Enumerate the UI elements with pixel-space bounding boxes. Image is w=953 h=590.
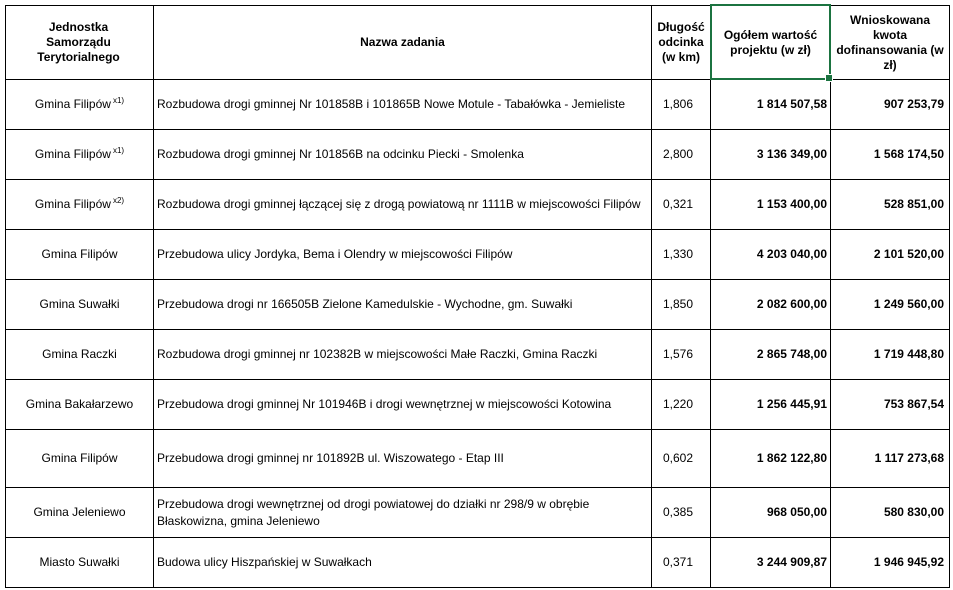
cell-task-text: Przebudowa drogi wewnętrznej od drogi powiatowej do działki nr 298/9 w obrębie Błaskowizna, gmina Jeleniewo: [157, 496, 590, 528]
cell-task[interactable]: [154, 330, 651, 379]
cell-total-text: 1 256 445,91: [756, 397, 827, 411]
cell-length[interactable]: [652, 488, 710, 537]
cell-task[interactable]: [154, 488, 651, 537]
cell-unit-content: [33, 504, 125, 521]
cell-requested[interactable]: [831, 488, 949, 537]
cell-task-content: [157, 96, 625, 113]
cell-requested-content: [884, 96, 944, 113]
header-requested-text: Wnioskowana kwota dofinansowania (w zł): [836, 12, 944, 72]
cell-total-content: [757, 296, 827, 313]
cell-requested-content: [874, 246, 944, 263]
cell-unit[interactable]: [6, 130, 153, 179]
header-requested[interactable]: [831, 6, 949, 79]
cell-unit[interactable]: [6, 80, 153, 129]
cell-length-content: [663, 196, 693, 213]
cell-task-text: Rozbudowa drogi gminnej nr 102382B w miejscowości Małe Raczki, Gmina Raczki: [157, 347, 598, 361]
cell-task[interactable]: [154, 380, 651, 429]
cell-unit-text: Gmina Raczki: [42, 347, 117, 361]
cell-requested-content: [884, 504, 944, 521]
header-total[interactable]: [711, 6, 830, 79]
cell-task-text: Budowa ulicy Hiszpańskiej w Suwałkach: [157, 555, 372, 569]
cell-length[interactable]: [652, 180, 710, 229]
cell-length[interactable]: [652, 130, 710, 179]
cell-total-content: [757, 396, 827, 413]
cell-requested-text: 1 719 448,80: [873, 347, 944, 361]
cell-unit-text: Gmina Filipów: [34, 197, 111, 211]
cell-length[interactable]: [652, 230, 710, 279]
cell-total-content: [757, 246, 827, 263]
cell-length-text: 2,800: [662, 147, 693, 161]
cell-length-content: [663, 296, 693, 313]
cell-requested-text: 2 101 520,00: [873, 247, 944, 261]
cell-task-text: Przebudowa drogi gminnej Nr 101946B i drogi wewnętrznej w miejscowości Kotowina: [157, 397, 612, 411]
cell-task-content: [157, 196, 641, 213]
cell-length-text: 0,321: [662, 197, 693, 211]
row-border: [5, 587, 950, 588]
cell-requested[interactable]: [831, 330, 949, 379]
cell-task-content: [157, 396, 611, 413]
cell-unit-text: Gmina Jeleniewo: [33, 505, 126, 519]
cell-unit-text: Gmina Filipów: [41, 247, 118, 261]
cell-length-text: 1,220: [662, 397, 693, 411]
cell-unit-text: Gmina Filipów: [41, 451, 118, 465]
cell-unit-content: [26, 396, 133, 413]
column-border: [949, 5, 950, 588]
cell-total-content: [757, 554, 827, 571]
cell-total-text: 1 862 122,80: [756, 451, 827, 465]
cell-task-text: Rozbudowa drogi gminnej Nr 101856B na odcinku Piecki - Smolenka: [157, 147, 524, 161]
cell-length-text: 1,806: [662, 97, 693, 111]
cell-total[interactable]: [711, 538, 830, 587]
cell-unit-text: Gmina Bakałarzewo: [25, 397, 134, 411]
cell-requested-content: [884, 396, 944, 413]
header-length-text: Długość odcinka (w km): [657, 20, 705, 64]
cell-requested-content: [884, 196, 944, 213]
cell-length-content: [663, 554, 693, 571]
cell-total-content: [757, 346, 827, 363]
cell-total-content: [757, 96, 827, 113]
cell-length[interactable]: [652, 538, 710, 587]
cell-total-content: [757, 196, 827, 213]
cell-task-content: [157, 296, 572, 313]
header-task[interactable]: [154, 6, 651, 79]
cell-task-content: [157, 554, 372, 571]
cell-unit[interactable]: [6, 180, 153, 229]
cell-requested-text: 1 568 174,50: [873, 147, 944, 161]
cell-total-text: 968 050,00: [766, 505, 827, 519]
cell-length-text: 1,576: [662, 347, 693, 361]
cell-total-text: 3 136 349,00: [756, 147, 827, 161]
cell-requested[interactable]: [831, 130, 949, 179]
cell-length-content: [663, 146, 693, 163]
cell-requested[interactable]: [831, 280, 949, 329]
cell-length-text: 1,850: [662, 297, 693, 311]
cell-task-text: Rozbudowa drogi gminnej Nr 101858B i 101865B Nowe Motule - Tabałówka - Jemieliste: [157, 97, 626, 111]
cell-total[interactable]: [711, 80, 830, 129]
cell-requested-text: 1 249 560,00: [873, 297, 944, 311]
cell-task-text: Rozbudowa drogi gminnej łączącej się z drogą powiatową nr 1111B w miejscowości Filipów: [157, 197, 641, 211]
cell-length[interactable]: [652, 280, 710, 329]
cell-length-content: [663, 96, 693, 113]
cell-task-content: [157, 146, 524, 163]
cell-requested[interactable]: [831, 230, 949, 279]
cell-task[interactable]: [154, 538, 651, 587]
cell-unit[interactable]: [6, 430, 153, 487]
cell-length[interactable]: [652, 80, 710, 129]
cell-total[interactable]: [711, 488, 830, 537]
cell-total[interactable]: [711, 380, 830, 429]
cell-unit-text: Gmina Filipów: [34, 97, 111, 111]
footnote-marker: x2): [112, 196, 125, 205]
cell-task-text: Przebudowa drogi gminnej nr 101892B ul. Wiszowatego - Etap III: [157, 451, 504, 465]
cell-length-content: [663, 450, 693, 467]
cell-requested-text: 753 867,54: [883, 397, 944, 411]
cell-task[interactable]: [154, 280, 651, 329]
cell-task[interactable]: [154, 130, 651, 179]
cell-requested-content: [874, 554, 944, 571]
cell-task-text: Przebudowa ulicy Jordyka, Bema i Olendry w miejscowości Filipów: [157, 247, 513, 261]
cell-unit-content: [39, 296, 119, 313]
cell-unit-content: [35, 146, 124, 163]
cell-requested-text: 907 253,79: [883, 97, 944, 111]
cell-unit-content: [35, 96, 124, 113]
cell-task[interactable]: [154, 80, 651, 129]
cell-requested-content: [875, 450, 944, 467]
cell-total[interactable]: [711, 330, 830, 379]
header-length[interactable]: [652, 6, 710, 79]
cell-length[interactable]: [652, 330, 710, 379]
cell-requested[interactable]: [831, 80, 949, 129]
cell-unit[interactable]: [6, 488, 153, 537]
cell-unit[interactable]: [6, 538, 153, 587]
footnote-marker: x1): [112, 146, 125, 155]
header-total-text: Ogółem wartość projektu (w zł): [723, 27, 818, 57]
cell-unit-content: [41, 450, 117, 467]
header-task-text: Nazwa zadania: [360, 35, 445, 49]
cell-total[interactable]: [711, 280, 830, 329]
cell-task-content: [157, 346, 597, 363]
cell-requested-content: [874, 146, 944, 163]
cell-task-content: [157, 246, 512, 263]
cell-total-text: 2 082 600,00: [756, 297, 827, 311]
cell-total[interactable]: [711, 230, 830, 279]
cell-unit-content: [39, 554, 119, 571]
cell-total-text: 1 814 507,58: [756, 97, 827, 111]
cell-length-content: [663, 396, 693, 413]
cell-task-text: Przebudowa drogi nr 166505B Zielone Kamedulskie - Wychodne, gm. Suwałki: [157, 297, 573, 311]
cell-length-content: [663, 504, 693, 521]
cell-total[interactable]: [711, 180, 830, 229]
cell-unit-text: Gmina Filipów: [34, 147, 111, 161]
cell-requested[interactable]: [831, 430, 949, 487]
cell-total-text: 3 244 909,87: [756, 555, 827, 569]
cell-unit-content: [41, 246, 117, 263]
cell-length-content: [663, 346, 693, 363]
cell-total[interactable]: [711, 130, 830, 179]
cell-length-text: 0,602: [662, 451, 693, 465]
cell-length[interactable]: [652, 380, 710, 429]
cell-unit[interactable]: [6, 280, 153, 329]
cell-length-text: 1,330: [662, 247, 693, 261]
cell-unit-content: [35, 196, 124, 213]
cell-unit[interactable]: [6, 230, 153, 279]
cell-requested-text: 528 851,00: [883, 197, 944, 211]
cell-task[interactable]: [154, 230, 651, 279]
cell-length-text: 0,371: [662, 555, 693, 569]
cell-unit-text: Miasto Suwałki: [39, 555, 120, 569]
cell-requested-text: 1 117 273,68: [874, 451, 944, 465]
cell-unit[interactable]: [6, 330, 153, 379]
footnote-marker: x1): [112, 96, 125, 105]
cell-unit-content: [42, 346, 117, 363]
cell-task-content: [157, 496, 645, 530]
cell-total-text: 1 153 400,00: [756, 197, 827, 211]
cell-requested-text: 580 830,00: [883, 505, 944, 519]
header-unit[interactable]: [6, 6, 153, 79]
cell-total-content: [767, 504, 827, 521]
cell-task[interactable]: [154, 180, 651, 229]
cell-length-content: [663, 246, 693, 263]
cell-task[interactable]: [154, 430, 651, 487]
cell-total[interactable]: [711, 430, 830, 487]
cell-requested[interactable]: [831, 380, 949, 429]
cell-length-text: 0,385: [662, 505, 693, 519]
cell-requested[interactable]: [831, 180, 949, 229]
cell-requested-content: [874, 296, 944, 313]
cell-total-text: 4 203 040,00: [756, 247, 827, 261]
cell-total-text: 2 865 748,00: [756, 347, 827, 361]
cell-task-content: [157, 450, 504, 467]
header-unit-text: Jednostka Samorządu Terytorialnego: [37, 20, 120, 64]
cell-total-content: [757, 450, 827, 467]
cell-requested-content: [874, 346, 944, 363]
cell-unit[interactable]: [6, 380, 153, 429]
cell-total-content: [757, 146, 827, 163]
cell-length[interactable]: [652, 430, 710, 487]
cell-unit-text: Gmina Suwałki: [39, 297, 120, 311]
cell-requested[interactable]: [831, 538, 949, 587]
cell-requested-text: 1 946 945,92: [873, 555, 944, 569]
